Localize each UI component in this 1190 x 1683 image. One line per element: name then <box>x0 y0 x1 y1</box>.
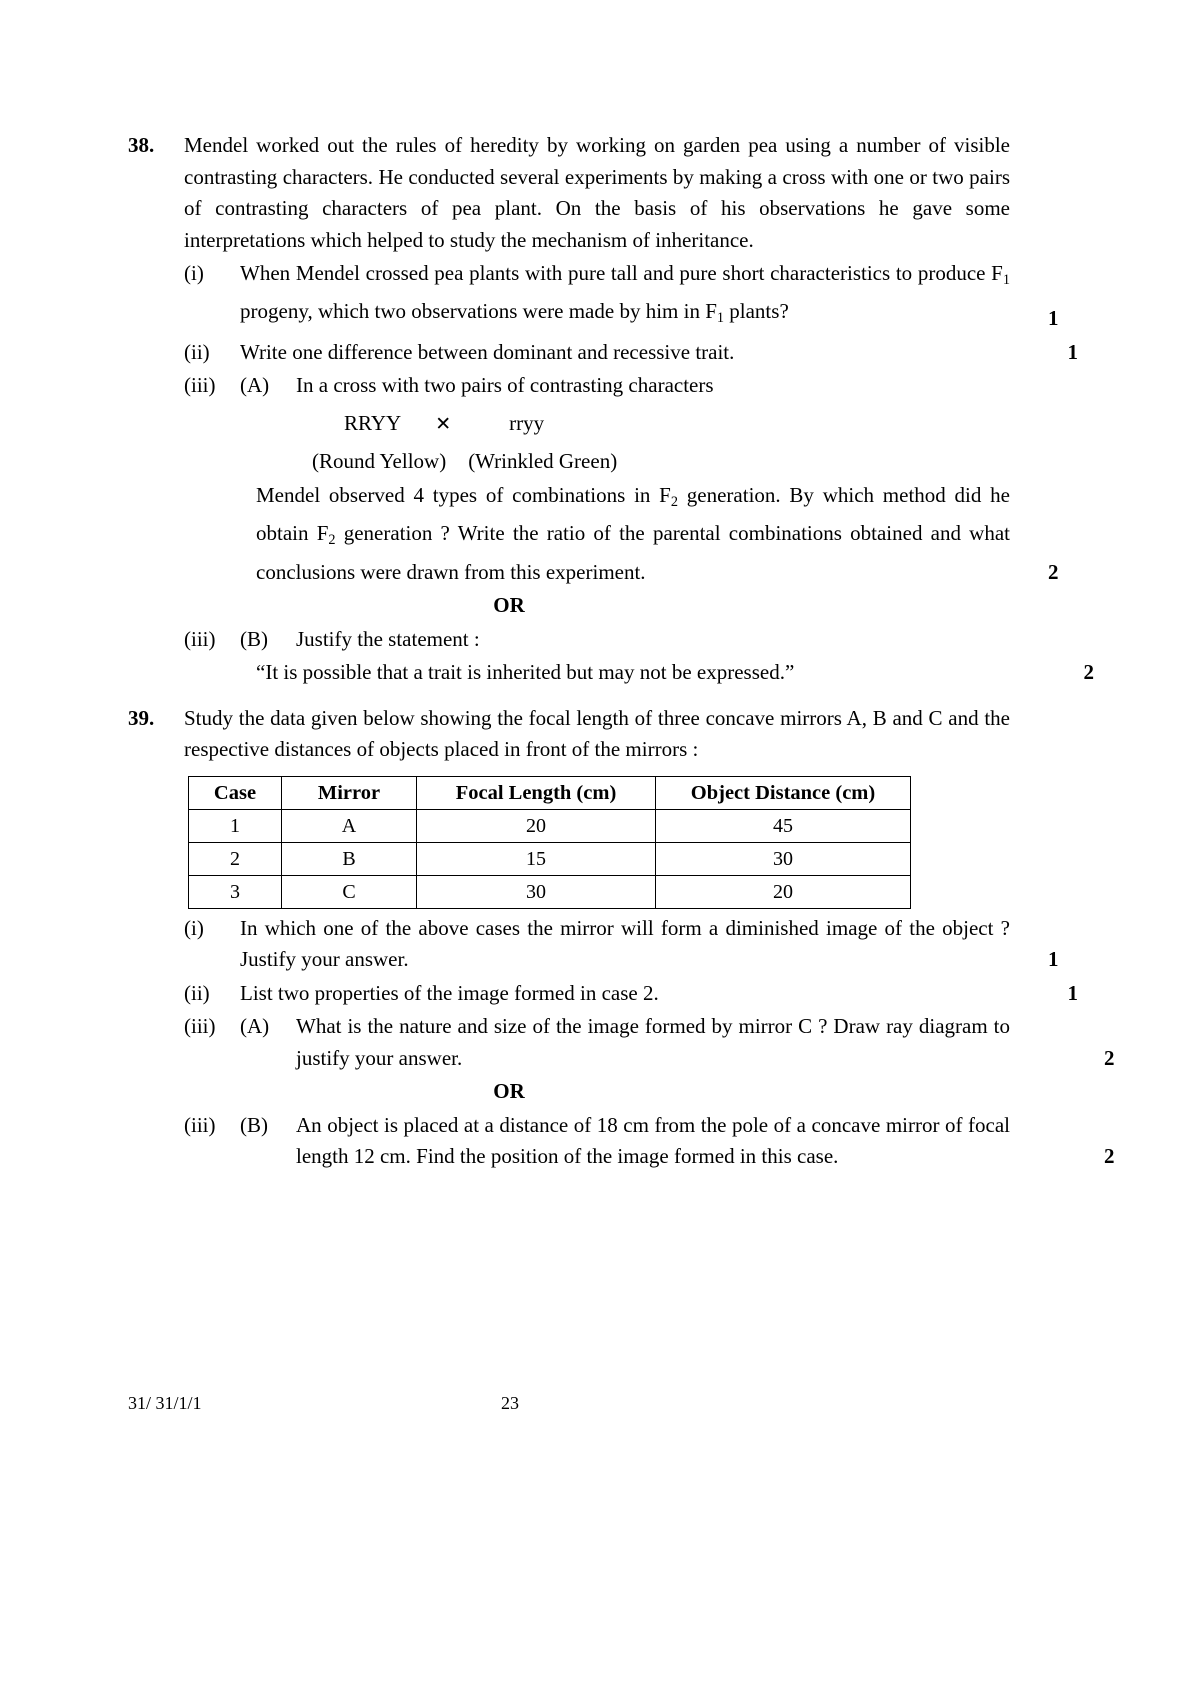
cell-mirror: A <box>282 809 417 842</box>
q38-genotype-cross-line <box>240 404 1010 444</box>
q38-phenotype-parent-2: (Wrinkled Green) <box>468 448 618 473</box>
question-39-intro-text: Study the data given below showing the focal length of three concave mirrors A, B and C and the respective distances of objects placed in front of the mirrors : <box>184 705 1010 762</box>
cell-mirror: C <box>282 875 417 908</box>
q38-f2-paragraph-row <box>128 480 1059 588</box>
question-39 <box>128 703 1115 1173</box>
cell-focal-length: 30 <box>417 875 656 908</box>
q38-part-iii-a-letter: (A) <box>240 373 270 398</box>
cell-mirror: B <box>282 842 417 875</box>
question-38-intro-row <box>128 130 1010 256</box>
q38-part-ii <box>128 337 1078 369</box>
q38-f2-text-b: generation. By which method did he obtain F <box>256 482 1010 546</box>
q39-part-iii-a-marks: 2 <box>1104 1045 1115 1070</box>
q38-cross-block <box>128 404 1010 478</box>
q38-part-i-marks: 1 <box>1048 306 1059 331</box>
q38-part-ii-marks: 1 <box>1067 339 1078 364</box>
q39-part-iii-a <box>128 1011 1115 1074</box>
question-38-number: 38. <box>128 133 155 157</box>
q38-part-ii-label: (ii) <box>184 339 210 364</box>
q39-part-ii-marks: 1 <box>1067 980 1078 1005</box>
cell-case: 3 <box>189 875 282 908</box>
q39-part-i-marks: 1 <box>1048 947 1059 972</box>
q38-quote-wrap <box>240 657 1094 689</box>
q39-part-i-text: In which one of the above cases the mirror will form a diminished image of the object ? Justify your answer. <box>240 915 1010 972</box>
page-number: 23 <box>501 1393 519 1413</box>
cell-case: 1 <box>189 809 282 842</box>
q38-part-iii-a-text: In a cross with two pairs of contrasting characters <box>296 373 714 398</box>
q39-part-iii-b-roman: (iii) <box>184 1112 216 1137</box>
q39-part-iii-b-text-wrap <box>296 1110 1115 1173</box>
mirror-data-table <box>188 776 911 909</box>
q39-part-ii-text-wrap <box>240 978 1078 1010</box>
q39-part-i-text-wrap <box>240 913 1059 976</box>
q38-f1-subscript-second: 1 <box>716 310 725 327</box>
q38-part-iii-b-letter: (B) <box>240 626 268 651</box>
q38-part-iii-a-marks: 2 <box>1048 559 1059 584</box>
q39-part-iii-b-letter: (B) <box>240 1112 268 1137</box>
q38-part-i-text <box>240 258 1059 335</box>
q39-part-iii-b-text: An object is placed at a distance of 18 cm from the pole of a concave mirror of focal length 12 cm. Find the position of the image formed in this case. <box>296 1112 1010 1169</box>
q38-genotype-parent-2: rryy <box>509 410 545 435</box>
q38-part-i-text-a: When Mendel crossed pea plants with pure tall and pure short characteristics to produce F <box>240 261 1003 285</box>
q38-part-i-text-c: plants? <box>724 299 789 324</box>
q38-f2-paragraph <box>240 480 1059 588</box>
question-39-number: 39. <box>128 705 155 730</box>
mirror-data-table-wrap <box>188 776 1010 909</box>
q38-part-i <box>128 258 1059 335</box>
q38-or-separator: OR <box>493 593 525 618</box>
cell-object-distance: 45 <box>656 809 911 842</box>
question-38 <box>128 130 1094 689</box>
q38-part-iii-a <box>128 370 1010 402</box>
q38-f2-text-c: generation ? Write the ratio of the parental combinations obtained and what conclusions were drawn from this experiment. <box>256 521 1010 584</box>
q39-part-ii-label: (ii) <box>184 980 210 1005</box>
table-header-mirror: Mirror <box>282 776 417 809</box>
question-38-intro-text: Mendel worked out the rules of heredity by working on garden pea using a number of visible contrasting characters. He conducted several experiments by making a cross with one or two pairs of contrasting characters of pea plant. On the basis of his observations he gave some interpretations which helped to study the mechanism of inheritance. <box>184 133 1010 252</box>
q39-part-ii <box>128 978 1078 1010</box>
q38-quote-row <box>128 657 1094 689</box>
q38-f2-subscript-second: 2 <box>328 532 336 549</box>
table-header-row <box>189 776 911 809</box>
q38-f2-subscript-first: 2 <box>670 493 678 510</box>
table-header-focal-length: Focal Length (cm) <box>417 776 656 809</box>
q38-part-iii-label: (iii) <box>184 373 216 398</box>
q38-part-ii-text-wrap <box>240 337 1078 369</box>
q39-part-iii-a-roman: (iii) <box>184 1014 216 1039</box>
q38-cross-content <box>240 404 1010 478</box>
table-row <box>189 875 911 908</box>
q39-part-ii-text: List two properties of the image formed in case 2. <box>240 980 659 1005</box>
table-row <box>189 842 911 875</box>
q38-part-iii-b-text: Justify the statement : <box>296 626 480 651</box>
q38-f1-subscript-first: 1 <box>1002 271 1010 288</box>
q38-f2-text-a: Mendel observed 4 types of combinations in F <box>256 482 671 507</box>
q39-or-separator: OR <box>493 1079 525 1104</box>
table-header-object-distance: Object Distance (cm) <box>656 776 911 809</box>
q39-part-i <box>128 913 1059 976</box>
cell-object-distance: 30 <box>656 842 911 875</box>
q38-part-iii-b <box>128 624 1010 656</box>
table-row <box>189 809 911 842</box>
q38-phenotype-line <box>240 444 1010 478</box>
q39-part-i-label: (i) <box>184 915 204 940</box>
q38-phenotype-parent-1: (Round Yellow) <box>312 448 447 473</box>
cell-object-distance: 20 <box>656 875 911 908</box>
q38-part-i-label: (i) <box>184 261 204 285</box>
cross-multiply-icon: ✕ <box>435 413 452 435</box>
q38-part-ii-text: Write one difference between dominant and recessive trait. <box>240 339 735 364</box>
table-header-case: Case <box>189 776 282 809</box>
q38-part-iii-b-marks: 2 <box>1083 660 1094 685</box>
cell-focal-length: 20 <box>417 809 656 842</box>
q38-genotype-parent-1: RRYY <box>344 410 402 435</box>
q38-part-i-text-b: progeny, which two observations were made by him in F <box>240 299 717 324</box>
mirror-data-table-body <box>189 809 911 908</box>
mirror-data-table-head <box>189 776 911 809</box>
q39-part-iii-a-text-wrap <box>296 1011 1115 1074</box>
cell-focal-length: 15 <box>417 842 656 875</box>
q38-part-iii-b-roman: (iii) <box>184 626 216 651</box>
q39-part-iii-b-marks: 2 <box>1104 1144 1115 1169</box>
q39-part-iii-b <box>128 1110 1115 1173</box>
paper-code: 31/ 31/1/1 <box>128 1393 202 1413</box>
q39-part-iii-a-letter: (A) <box>240 1014 270 1039</box>
q38-quote-statement: “It is possible that a trait is inherited but may not be expressed.” <box>256 660 795 685</box>
question-39-intro-row <box>128 703 1010 766</box>
cell-case: 2 <box>189 842 282 875</box>
q39-part-iii-a-text: What is the nature and size of the image formed by mirror C ? Draw ray diagram to justify your answer. <box>296 1014 1010 1070</box>
